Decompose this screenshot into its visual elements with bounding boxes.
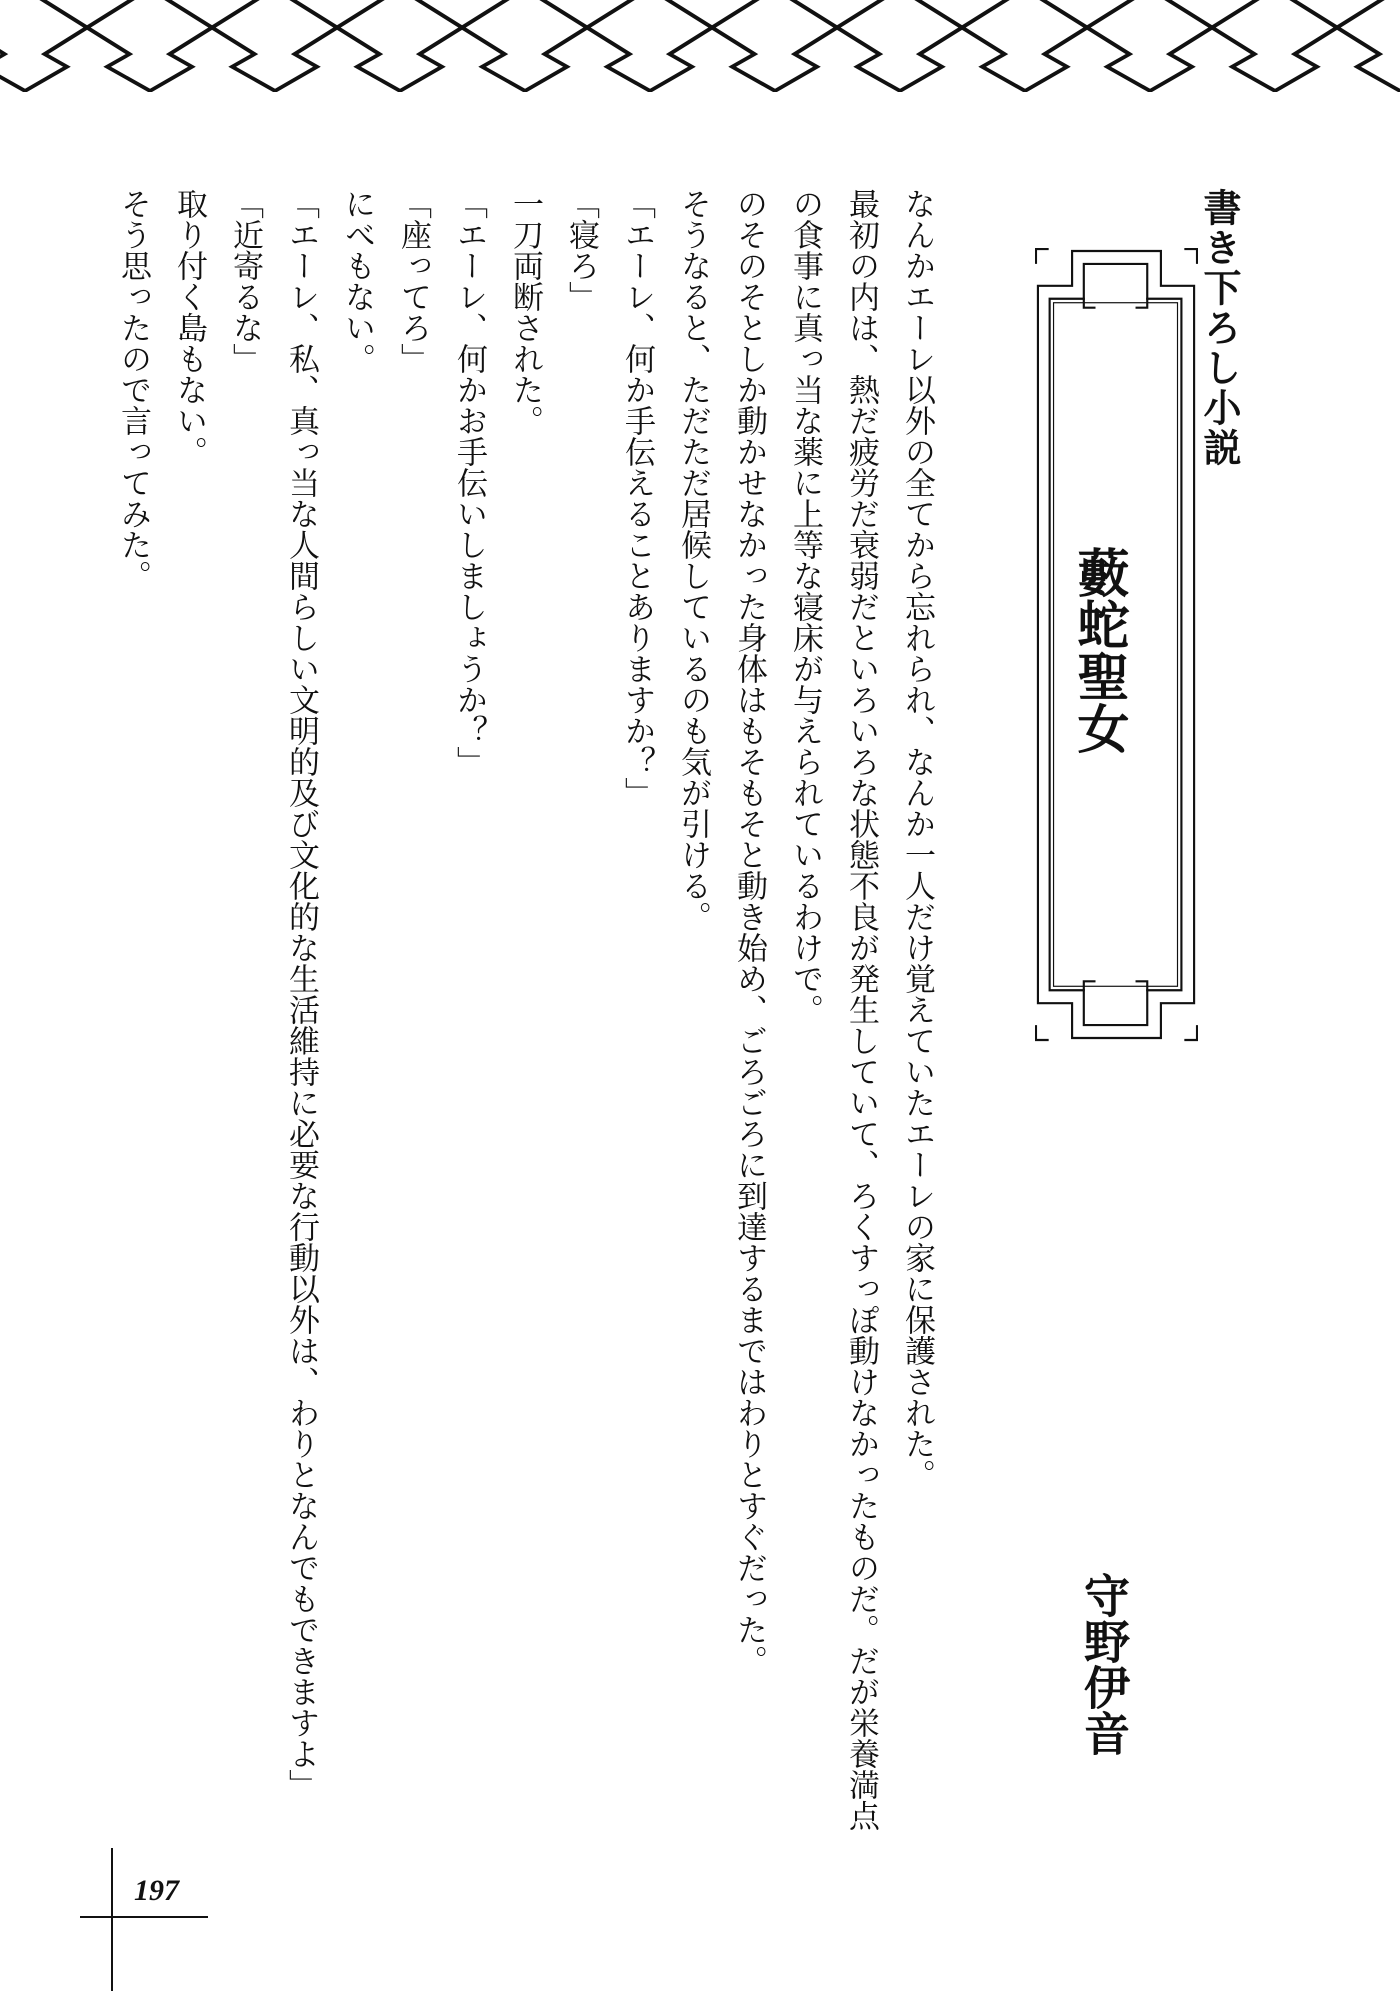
- pattern-segment: [290, 0, 509, 91]
- pattern-segment: [1165, 0, 1384, 91]
- pattern-segment: [915, 0, 1134, 91]
- paragraph: そうなると、ただただ居候しているのも気が引ける。: [675, 188, 711, 932]
- pattern-segment: [165, 0, 384, 91]
- paragraph: そう思ったので言ってみた。: [115, 188, 151, 591]
- paragraph: 「エーレ、何か手伝えることありますか？」: [619, 188, 655, 808]
- paragraph: 「エーレ、私、真っ当な人間らしい文明的及び文化的な生活維持に必要な行動以外は、わりとなんでもできますよ」: [283, 188, 319, 1800]
- author-name: 守野伊音: [1077, 1572, 1131, 1756]
- page-rule-vertical: [111, 1848, 113, 1991]
- paragraph: のそのそとしか動かせなかった身体はもそもそと動き始め、ごろごろに到達するまではわりとすぐだった。: [731, 188, 767, 1676]
- paragraph: 「座ってろ」: [395, 188, 431, 374]
- pattern-segment: [415, 0, 634, 91]
- pattern-segment: [665, 0, 884, 91]
- page-number: 197: [134, 1874, 179, 1907]
- story-title: 藪蛇聖女: [1068, 546, 1129, 754]
- decorative-border-pattern: [0, 0, 1400, 92]
- paragraph: 「近寄るな」: [227, 188, 263, 374]
- paragraph: 「エーレ、何かお手伝いしましょうか？」: [451, 188, 487, 777]
- paragraph: 「寝ろ」: [563, 188, 599, 312]
- paragraph: 一刀両断された。: [507, 188, 543, 436]
- pattern-segment: [40, 0, 259, 91]
- pattern-segment: [1040, 0, 1259, 91]
- pattern-segment: [540, 0, 759, 91]
- paragraph: 取り付く島もない。: [171, 188, 207, 467]
- pattern-segment: [790, 0, 1009, 91]
- paragraph: にべもない。: [339, 188, 375, 374]
- paragraph: なんかエーレ以外の全てから忘れられ、なんか一人だけ覚えていたエーレの家に保護された。: [899, 188, 935, 1490]
- body-text: [105, 188, 945, 1833]
- section-label: 書き下ろし小説: [1197, 188, 1241, 468]
- page-rule-horizontal: [80, 1916, 208, 1918]
- paragraph: 最初の内は、熱だ疲労だ衰弱だといろいろな状態不良が発生していて、ろくすっぽ動けなかったものだ。だが栄養満点の食事に真っ当な薬に上等な寝床が与えられているわけで。: [787, 188, 879, 1831]
